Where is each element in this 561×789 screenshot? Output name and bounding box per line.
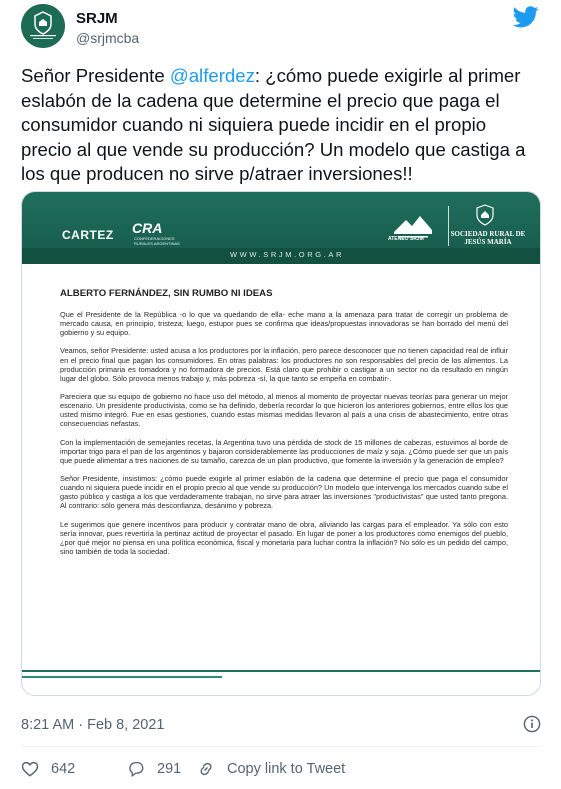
tweet-actions [21,758,541,780]
like-count: 642 [51,761,76,777]
cra-logo: CRA [132,220,163,236]
author-handle[interactable]: @srjmcba [76,30,140,46]
ateneo-logo-icon [390,210,436,248]
tweet-text [21,64,541,187]
tweet-body: : ¿cómo puede exigirle al primer eslabón de la cadena que determine el precio que paga el consumidor cuando ni siquiera puede incidir en el propio precio al que vende su producción? Un modelo que castiga a los que producen no sirve p/atraer inversiones!! [21,65,526,184]
heart-icon [21,760,39,778]
tweet-image[interactable] [21,191,541,696]
tweet-timestamp[interactable]: 8:21 AM · Feb 8, 2021 [21,717,165,733]
document-paragraph: Veamos, señor Presidente: usted acusa a los productores por la inflación, pero parece desconocer que no tienen capacidad real de influir en el precio final que pagan los consumidores. En otras palabras: los productores no son responsables del precio de los alimentos. La producción primaria es tomadora y no formadora de precios. Está claro que prohibir o castigar a un sector no da resultado en ningún lugar del globo. Sólo provoca menos trabajo y, más pobreza -sí, la que tanto se empeña en combatir-. [60,346,508,383]
footer-rule [22,670,541,672]
document-body [60,310,508,565]
banner-url: WWW.SRJM.ORG.AR [230,250,344,259]
reply-button[interactable] [127,758,181,780]
srjm-label: SOCIEDAD RURAL DE JESÚS MARÍA [450,230,526,246]
document-paragraph: Que el Presidente de la República -o lo que va quedando de ella- eche mano a la amenaza para tratar de corregir un problema de mercado causa, en principio, tristeza; luego, estupor pues se confirma que ideas/propuestas innovadoras se han borrado del menú del gobierno y su equipo. [60,310,508,338]
mention-link[interactable]: @alferdez [169,65,255,86]
cartez-logo: CARTEZ [62,228,114,242]
like-button[interactable] [21,758,75,780]
ateneo-label: ATENEO SRJM [388,236,424,242]
reply-count: 291 [157,761,182,777]
tweet-prefix: Señor Presidente [21,65,170,86]
reply-icon [127,760,145,778]
link-icon [197,760,215,778]
document-title: ALBERTO FERNÁNDEZ, SIN RUMBO NI IDEAS [60,288,273,299]
document-paragraph: Con la implementación de semejantes recetas, la Argentina tuvo una pérdida de stock de 15 millones de cabezas, estuvimos al borde de importar trigo para el pan de los argentinos y bajaron considerablemente las producciones de maíz y soja. ¿Cómo puede ser que un país que puede alimentar a tres naciones de su tamaño, carezca de un plan productivo, que fomente la inversión y la generación de empleo? [60,437,508,465]
document-paragraph: Le sugerimos que genere incentivos para producir y contratar mano de obra, aliviando las cargas para el empleador. Ya sólo con esto sería innovar, pues revertiría la pertinaz actitud de proyectar el pasado. En lugar de poner a los productores como enemigos del pueblo, ¿por qué mejor no piensa en una política económica, fiscal y monetaria para luchar contra la inflación? No sólo es un pedido del campo, sino también de toda la sociedad. [60,519,508,556]
twitter-bird-icon[interactable] [513,6,539,28]
footer-rule-accent [22,676,222,678]
divider [21,746,541,747]
copy-link-button[interactable] [197,758,345,780]
srjm-logo-icon [21,4,65,48]
copy-link-label: Copy link to Tweet [227,761,346,777]
document-banner [22,192,541,264]
document-paragraph: Señor Presidente, insistimos: ¿cómo puede exigirle al primer eslabón de la cadena que determine el precio que paga el consumidor cuando ni siquiera puede incidir en el propio precio al que vende su producción? Un modelo que intervenga los mercados cuando sube el gasto público y castiga a los que verdaderamente trabajan, no sirve para atraer las inversiones "productivistas" que usted tanto pregona. Al contrario: sólo genera más desconfianza, desánimo y pobreza. [60,474,508,511]
tweet-header [0,0,561,60]
banner-divider [448,206,449,246]
avatar[interactable] [21,4,65,48]
author-name[interactable]: SRJM [76,10,118,27]
info-icon[interactable] [523,715,541,733]
srjm-seal-icon [474,204,496,226]
cra-subtitle: CONFEDERACIONES RURALES ARGENTINAS [134,236,180,246]
document-paragraph: Pareciera que su equipo de gobierno no hace uso del método, al menos al momento de proyectar nuevas teorías para generar un mejor escenario. Un presidente productivista, como se ha definido, debería recordar lo que hicieron los anteriores gobiernos, entre ellos los que usted mismo integró. Fue en esas gestiones, cuando estas mismas medidas llevaron al país a una crisis de abastecimiento, entre otras consecuencias nefastas. [60,392,508,429]
